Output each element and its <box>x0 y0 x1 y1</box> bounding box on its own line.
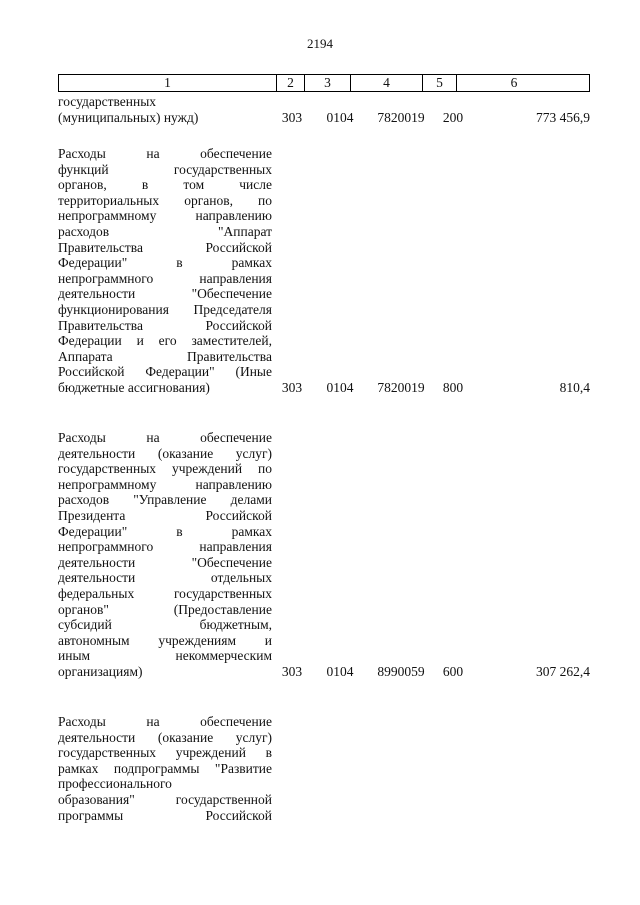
cell-sum: 307 262,4 <box>536 664 590 679</box>
desc-line: программы Российской <box>58 807 272 823</box>
row-description <box>58 146 272 396</box>
desc-line: Расходы на обеспечение <box>58 430 272 445</box>
cell-glava: 303 <box>281 664 303 679</box>
cell-csr: 7820019 <box>377 109 425 125</box>
desc-line: образования" государственной <box>58 791 272 807</box>
desc-line: деятельности (оказание услуг) <box>58 445 272 461</box>
desc-line: деятельности "Обеспечение <box>58 554 272 570</box>
desc-line: Федерации" в рамках <box>58 255 272 271</box>
desc-line: органов, в том числе <box>58 177 272 193</box>
table-header <box>58 74 590 92</box>
desc-line: государственных учреждений по <box>58 461 272 477</box>
desc-line: функционирования Председателя <box>58 301 272 317</box>
desc-line: субсидий бюджетным, <box>58 617 272 633</box>
desc-line: Правительства Российской <box>58 317 272 333</box>
desc-line: деятельности (оказание услуг) <box>58 729 272 745</box>
header-col-1: 1 <box>59 75 277 91</box>
header-col-2: 2 <box>277 75 305 91</box>
cell-sum: 810,4 <box>559 380 590 395</box>
row-description <box>58 430 272 680</box>
header-col-3: 3 <box>305 75 351 91</box>
page-number: 2194 <box>307 36 333 51</box>
cell-glava: 303 <box>281 380 303 395</box>
desc-line: расходов "Аппарат <box>58 223 272 239</box>
header-col-4: 4 <box>351 75 423 91</box>
desc-line: рамках подпрограммы "Развитие <box>58 760 272 776</box>
desc-line: (муниципальных) нужд) <box>58 109 199 125</box>
cell-glava: 303 <box>281 109 303 125</box>
desc-line: Федерации и его заместителей, <box>58 333 272 349</box>
desc-line: Российской Федерации" (Иные <box>58 364 272 380</box>
row-description <box>58 94 272 125</box>
cell-razdel: 0104 <box>326 664 354 679</box>
desc-line: государственных <box>58 94 157 109</box>
cell-razdel: 0104 <box>326 109 354 125</box>
desc-line: организациям) <box>58 663 143 679</box>
desc-line: Расходы на обеспечение <box>58 714 272 729</box>
desc-line: государственных учреждений в <box>58 745 272 761</box>
cell-vr: 200 <box>442 109 464 125</box>
cell-sum: 773 456,9 <box>536 109 590 125</box>
desc-line: территориальных органов, по <box>58 192 272 208</box>
desc-line: профессионального <box>58 776 172 792</box>
desc-line: автономным учреждениям и <box>58 632 272 648</box>
cell-razdel: 0104 <box>326 380 354 395</box>
desc-line: деятельности "Обеспечение <box>58 286 272 302</box>
cell-csr: 7820019 <box>377 380 425 395</box>
cell-vr: 600 <box>442 664 464 679</box>
desc-line: бюджетные ассигнования) <box>58 379 210 395</box>
desc-line: органов" (Предоставление <box>58 601 272 617</box>
desc-line: деятельности отдельных <box>58 570 272 586</box>
cell-vr: 800 <box>442 380 464 395</box>
desc-line: функций государственных <box>58 161 272 177</box>
header-col-6: 6 <box>510 75 518 90</box>
desc-line: иным некоммерческим <box>58 648 272 664</box>
row-description <box>58 714 272 823</box>
desc-line: Аппарата Правительства <box>58 348 272 364</box>
header-col-5: 5 <box>423 75 457 91</box>
desc-line: Правительства Российской <box>58 239 272 255</box>
desc-line: Федерации" в рамках <box>58 523 272 539</box>
desc-line: непрограммного направления <box>58 270 272 286</box>
desc-line: расходов "Управление делами <box>58 492 272 508</box>
desc-line: непрограммного направления <box>58 539 272 555</box>
cell-csr: 8990059 <box>377 664 425 679</box>
desc-line: непрограммному направлению <box>58 208 272 224</box>
desc-line: Президента Российской <box>58 507 272 523</box>
desc-line: непрограммному направлению <box>58 476 272 492</box>
desc-line: Расходы на обеспечение <box>58 146 272 161</box>
desc-line: федеральных государственных <box>58 585 272 601</box>
